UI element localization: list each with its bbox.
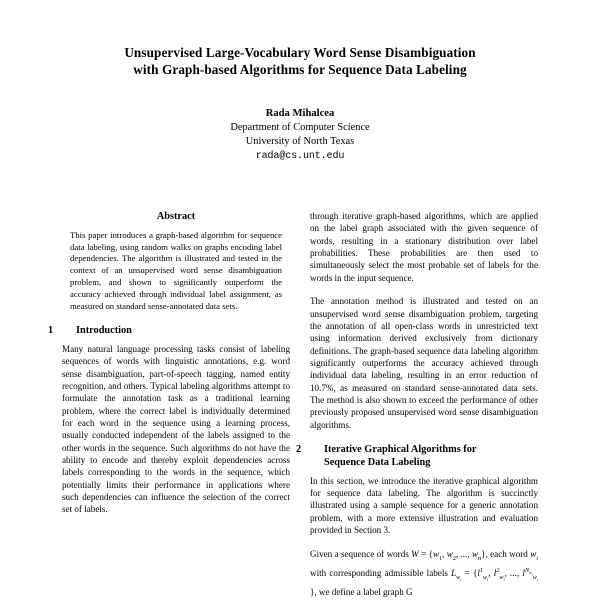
column-right <box>296 210 538 599</box>
section-title-2-line2: Sequence Data Labeling <box>324 456 431 468</box>
author-email: rada@cs.unt.edu <box>255 150 345 162</box>
author-name: Rada Mihalcea <box>265 108 335 119</box>
right-paragraph-1: through iterative graph-based algorithms, which are applied on the label graph associated with the given sequence of words, resulting in a stationary distribution over label probabilities. These probabilities are then used to simultaneously select the most probable set of labels for the words in the input sequence. <box>310 210 538 283</box>
intro-paragraph-1: Many natural language processing tasks consist of labeling sequences of words with linguistic annotations, e.g. word sense disambiguation, part-of-speech tagging, named entity recognition, and others. Typical labeling algorithms attempt to formulate the annotation task as a traditional learning problem, where the correct label is individually determined for each word in the sequence using a learning process, usually conducted independent of the labels assigned to the other words in the sequence. Such algorithms do not have the ability to encode and thereby exploit dependencies across labels corresponding to the words in the sequence, which potentially limits their performance in applications where such dependencies can influence the selection of the correct set of labels. <box>62 343 290 515</box>
section-number-2: 2 <box>296 443 302 455</box>
section2-paragraph-1: In this section, we introduce the iterative graphical algorithm for sequence data labeling. The algorithm is succinctly illustrated using a sample sequence for a generic annotation problem, with a more extensive illustration and evaluation provided in Section 3. <box>310 475 538 536</box>
abstract-text: This paper introduces a graph-based algorithm for sequence data labeling, using random walks on graphs encoding label dependencies. The algorithm is illustrated and tested in the context of an unsupervised word sense disambiguation problem, and shown to significantly outperform the accuracy achieved through individual label assignment, as measured on standard sense-annotated data sets. <box>70 229 282 311</box>
abstract-body <box>62 230 290 313</box>
section-heading-iterative <box>296 443 538 469</box>
paper-title-line1: Unsupervised Large-Vocabulary Word Sense Disambiguation <box>124 45 476 60</box>
section-number-1: 1 <box>48 324 54 336</box>
section2-paragraph-2: Given a sequence of words $W = \{w_1$, $w_2$, ..., $w_n$}, each word $w_i$ with corresponding admissible labels $L_{w_i} = \{l^1_{w_i}$, $l^2_{w_i}$, ..., $l^{N_{w_i}}_{w_i}$ }, we define a label graph G <box>310 548 538 598</box>
section-heading-introduction <box>48 324 290 337</box>
section-title-2-line1: Iterative Graphical Algorithms for <box>324 443 477 455</box>
paper-title-line2: with Graph-based Algorithms for Sequence Data Labeling <box>133 62 467 77</box>
author-department: Department of Computer Science <box>230 122 370 134</box>
right-paragraph-2: The annotation method is illustrated and tested on an unsupervised word sense disambiguation problem, targeting the annotation of all open-class words in unrestricted text using information derived exclusively from dictionary definitions. The graph-based sequence data labeling algorithm significantly outperforms the accuracy achieved through individual data labeling, resulting in an error reduction of 10.7%, as measured on standard sense-annotated data sets. The method is also shown to exceed the performance of other previously proposed unsupervised word sense disambiguation algorithms. <box>310 296 538 430</box>
column-left <box>48 210 290 599</box>
abstract-heading: Abstract <box>156 210 196 222</box>
author-university: University of North Texas <box>245 136 355 148</box>
author-block <box>62 107 538 164</box>
section-title-1: Introduction <box>76 324 132 336</box>
paper-title <box>62 44 538 78</box>
body-columns <box>48 210 538 599</box>
